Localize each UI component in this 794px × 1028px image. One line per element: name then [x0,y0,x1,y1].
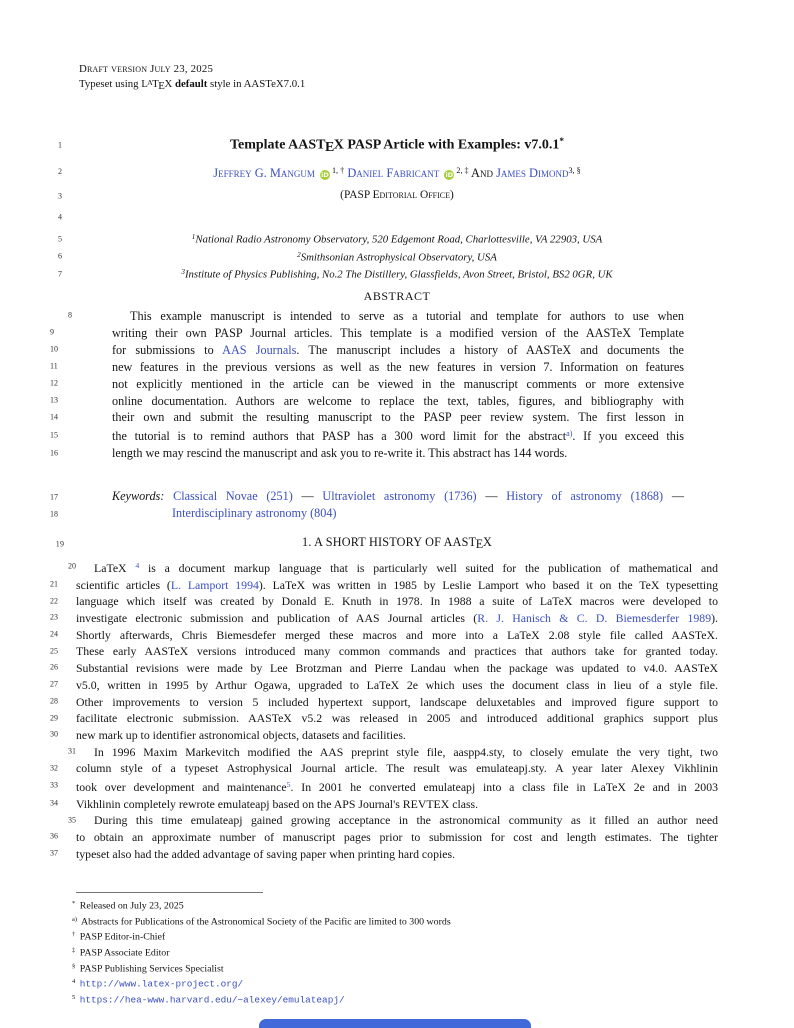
text-run: not explicitly mentioned in the article can be viewed in the manuscript comments or more extensive [112,376,684,391]
text-run: language which itself was created by Donald E. Knuth in 1978. In 1988 a suite of LaTeX macros were developed to [76,594,718,609]
text-link[interactable]: R. J. Hanisch & C. D. Biemesderfer 1989 [477,611,712,625]
text-run: the tutorial is to remind authors that PASP has a 300 word limit for the abstract [112,429,567,444]
affiliation-list [58,230,718,283]
line-number: 19 [55,539,65,549]
text-run: Other improvements to version 5 included hypertext support, landscape deluxetables and improved figure support to [76,694,718,709]
text-run: facilitate electronic submission. AASTeX v5.2 was released in 2005 and introduced additional graphics support plus [76,711,718,726]
text-run: Vikhlinin completely rewrote emulateapj based on the APS Journal's REVTEX class. [76,796,479,811]
text-line [50,710,718,727]
text-run: — [476,489,507,503]
text-line [50,627,718,644]
text-run: Substantial revisions were made by Lee Brotzman and Pierre Landau when the package was updated to v4.0. AASTeX [76,661,718,676]
text-line [58,248,718,266]
text-line [50,760,718,777]
text-run: And [468,166,497,181]
text-line [50,660,718,677]
text-run: Template AAST [229,137,326,153]
line-number: 1 [58,140,62,150]
line-number: 7 [58,269,62,279]
line-number: 9 [50,327,54,337]
text-link[interactable]: L. Lamport 1994 [170,577,259,592]
author-list [58,163,718,181]
body-text [50,558,718,862]
text-run: Shortly afterwards, Chris Biemesdefer merged these macros and more into a LaTeX 2.08 style file called AASTeX. [76,627,718,642]
text-run: 1 [191,233,196,241]
line-number: 29 [50,713,58,723]
text-run: * [559,136,565,146]
text-link[interactable]: History of astronomy (1868) [506,489,664,503]
footnote [72,975,722,991]
text-line [50,577,718,594]
line-number: 12 [50,378,58,388]
text-line [50,677,718,694]
line-number: 22 [50,596,58,606]
line-number: 32 [50,763,58,773]
text-link[interactable]: a) [566,429,573,439]
text-link[interactable]: Interdisciplinary astronomy (804) [172,506,337,520]
text-link[interactable]: James Dimond [496,166,569,181]
line-number: 34 [50,798,58,808]
line-number: 14 [50,412,58,422]
text-line [58,132,718,157]
text-line [58,265,718,283]
line-number: 20 [68,561,76,571]
text-line [50,426,684,445]
text-run: Released on July 23, 2025 [77,900,184,912]
line-number: 37 [50,848,58,858]
footnote [72,897,722,913]
abstract-text [50,308,684,462]
footnote-marker: 5 [72,994,76,1002]
text-run: PASP Associate Editor [77,947,170,959]
text-run: style in AASTeX7.0.1 [207,77,306,90]
paper-title [58,132,718,157]
text-run: writing their own PASP Journal articles. This template is a modified version of the AASTeX Template [112,325,684,340]
text-run: ). [711,611,718,625]
text-run: default [174,77,208,90]
text-run: . The manuscript includes a history of AASTeX and documents the [296,342,684,357]
text-run: X [164,77,175,90]
line-number: 3 [58,191,62,200]
line-number: 31 [68,746,76,756]
blank-line [58,210,718,223]
text-run: v5.0, written in 1995 by Arthur Ogawa, upgraded to LaTeX 2e which uses the document class in lieu of a style file. [76,677,718,692]
text-run: scientific articles ( [76,577,171,592]
footnote-marker: * [72,900,76,907]
line-number: 2 [58,167,62,177]
line-number: 30 [50,729,58,739]
footnote [72,928,722,944]
orcid-icon[interactable]: iD [445,170,454,179]
line-number: 13 [50,395,58,405]
text-line [58,210,718,223]
text-run: In 1996 Maxim Markevitch modified the AAS preprint style file, aaspp4.sty, to closely emulate the very tight, two [94,744,718,759]
text-line [50,359,684,376]
draft-header [79,62,679,93]
footnote [72,944,722,960]
text-line [50,643,718,660]
text-run: National Radio Astronomy Observatory, 520 Edgemont Road, Charlottesville, VA 22903, USA [195,233,603,246]
text-run: E [158,79,165,92]
text-line [50,505,684,522]
text-run: These early AASTeX versions introduced many common commands and practices that authors take for granted today. [76,644,718,659]
typeset-line [79,76,679,93]
text-run: (PASP Editorial Office) [340,189,454,201]
footnote-list [72,897,722,1007]
text-run: investigate electronic submission and publication of AAS Journal articles ( [76,611,478,625]
text-line [50,829,718,846]
text-run: 3, § [568,166,581,175]
line-number: 18 [50,509,58,518]
text-run: to obtain an approximate number of manuscript pages prior to submission for cost and length estimates. The tighter [76,830,718,845]
text-line [50,445,684,462]
footnote-marker: § [72,962,76,970]
text-link[interactable]: http://www.latex-project.org/ [79,978,244,990]
footnote-marker: 4 [72,978,76,986]
line-number: 23 [50,612,58,622]
text-run: Keywords: [112,489,174,503]
text-run: . If you exceed this [572,429,684,444]
text-run: 2 [297,250,301,259]
line-number: 17 [50,492,58,501]
text-run: is a document markup language that is particularly well suited for the publication of mathematical and [139,560,718,575]
text-run: . In 2001 he converted emulateapj into a class file in LaTeX 2e and in 2003 [290,779,718,794]
footnote-marker: ‡ [72,947,76,955]
text-line [50,325,684,342]
text-line [55,534,718,553]
text-line [50,342,684,359]
text-run: Smithsonian Astrophysical Observatory, USA [300,251,497,264]
text-link[interactable]: Daniel Fabricant [344,166,443,181]
text-run: 2, ‡ [456,166,469,175]
text-run: T [152,77,159,90]
text-run: Institute of Physics Publishing, No.2 The Distillery, Glassfields, Avon Street, Bristol, BS2 0GR, UK [184,268,613,281]
text-run: took over development and maintenance [76,779,287,794]
text-line [50,393,684,410]
text-line [68,308,684,325]
line-number: 15 [50,430,58,440]
text-line [50,694,718,711]
line-number: 5 [58,234,62,244]
text-run: — [663,489,685,503]
footnote [72,991,722,1007]
line-number: 26 [50,663,58,673]
text-line [50,727,718,744]
text-run: During this time emulateapj gained growing acceptance in the astronomical community as it filled an author need [94,813,718,828]
text-run: 3 [181,268,185,277]
text-run: typeset also had the added advantage of saving paper when printing hard copies. [76,846,456,861]
text-line [50,409,684,426]
line-number: 24 [50,629,58,639]
text-line [50,488,685,505]
text-line [68,558,718,577]
collaboration-line [58,188,718,203]
text-run: column style of a typeset Astrophysical Journal article. The result was emulateapj.sty. A year later Alexey Vikhlinin [76,761,718,776]
line-number: 21 [50,579,58,589]
text-link[interactable]: https://hea-www.harvard.edu/~alexey/emulateapj/ [79,994,345,1006]
text-run: X PASP Article with Examples: v7.0.1 [333,137,560,153]
text-line [50,610,718,627]
text-run: This example manuscript is intended to serve as a tutorial and template for authors to use when [130,309,684,323]
text-run: LaTeX [94,560,136,575]
text-run: ). LaTeX was written in 1985 by Leslie Lamport who based it on the TeX typesetting [258,577,718,592]
text-line [50,376,684,393]
footnote-marker: a) [72,915,78,923]
line-number: 8 [68,311,72,320]
text-run: Typeset using L [79,77,148,90]
text-line [58,230,718,248]
text-run: Abstracts for Publications of the Astronomical Society of the Pacific are limited to 300 words [79,915,451,927]
line-number: 25 [50,646,58,656]
line-number: 28 [50,696,58,706]
footnote-marker: † [72,931,76,939]
text-run: length we may rescind the manuscript and ask you to re-write it. This abstract has 144 words. [112,446,568,461]
text-run: E [475,537,484,552]
line-number: 33 [50,780,58,790]
section-heading [55,534,718,553]
text-run: PASP Editor-in-Chief [77,931,166,943]
text-run: new mark up to identifier astronomical objects, datasets and facilities. [76,727,406,742]
line-number: 27 [50,679,58,689]
text-run: 1, † [331,166,345,175]
text-line [58,163,718,181]
text-link[interactable]: 4 [135,561,140,570]
text-line [68,744,718,761]
keywords-block [50,488,685,522]
text-line [50,796,718,813]
line-number: 6 [58,251,62,261]
bottom-toolbar-fragment[interactable] [259,1019,531,1028]
abstract-heading: ABSTRACT [363,289,431,303]
line-number: 16 [50,448,58,458]
line-number: 11 [50,361,58,371]
orcid-icon[interactable]: iD [321,170,329,179]
text-line [50,593,718,610]
footnote-rule [76,892,263,893]
text-line [50,846,718,863]
draft-version-line: Draft version July 23, 2025 [79,63,214,75]
text-link[interactable]: 5 [286,780,291,790]
text-run: A [147,78,153,87]
text-run: new features in the previous versions as well as the new features in version 7. Information on features [112,359,684,374]
text-run: online documentation. Authors are welcome to replace the text, tables, figures, and bibliography with [112,393,684,408]
line-number: 35 [68,815,76,825]
line-number: 36 [50,832,58,842]
text-line [50,777,718,796]
text-link[interactable]: Ultraviolet astronomy (1736) [322,489,477,503]
text-line [58,188,718,203]
text-run: E [324,140,335,156]
text-run: 1. A SHORT HISTORY OF AAST [302,535,477,549]
text-run: PASP Publishing Services Specialist [77,962,224,974]
text-link[interactable]: Classical Novae (251) [173,489,293,503]
text-run: for submissions to [112,342,223,357]
footnote [72,960,722,976]
text-line [68,812,718,829]
footnote [72,913,722,929]
text-run: X [482,535,492,549]
text-run: — [292,489,323,503]
text-link[interactable]: AAS Journals [222,342,297,357]
line-number: 4 [58,212,62,221]
text-link[interactable]: Jeffrey G. Mangum [213,166,318,181]
text-run: their own and submit the resulting manuscript to the PASP peer review system. The first lesson in [112,410,684,425]
line-number: 10 [50,344,58,354]
